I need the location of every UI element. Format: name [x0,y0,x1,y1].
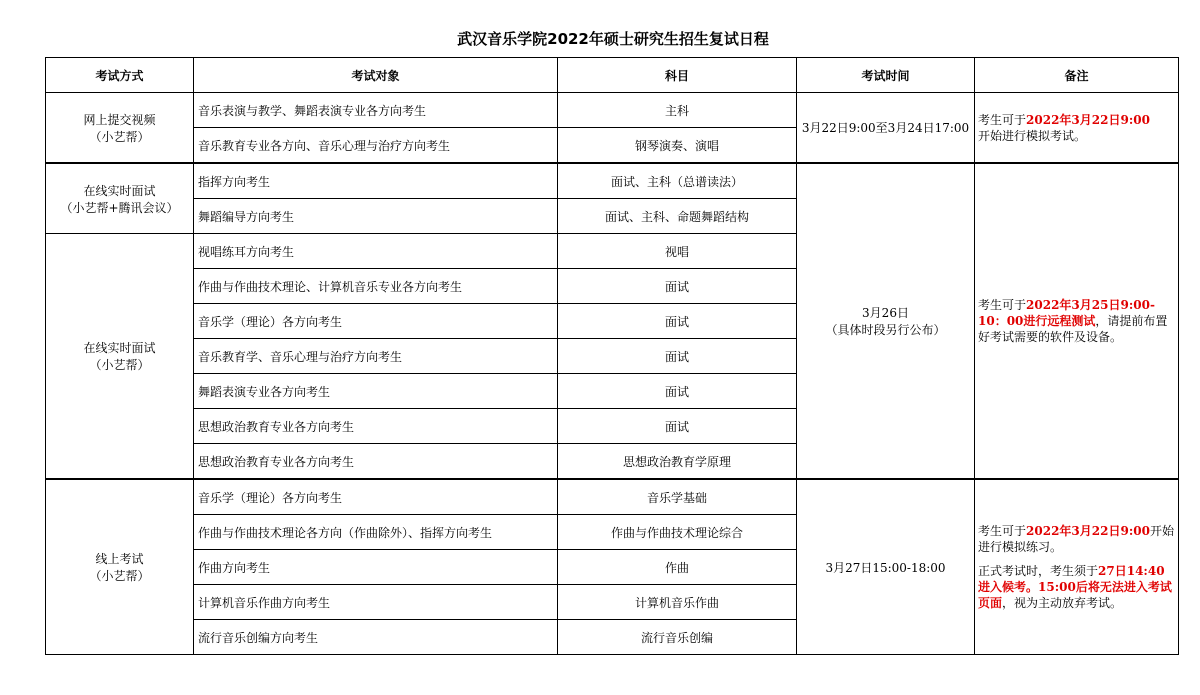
subject-cell: 面试、主科（总谱读法） [558,163,797,199]
subject-cell: 面试 [558,304,797,339]
mode-cell: 网上提交视频 （小艺帮） [46,93,194,164]
header-mode: 考试方式 [46,58,194,93]
subject-cell: 计算机音乐作曲 [558,585,797,620]
target-cell: 视唱练耳方向考生 [194,234,558,269]
mode-cell: 线上考试 （小艺帮） [46,479,194,655]
note-cell: 考生可于2022年3月25日9:00-10：00进行远程测试，请提前布置好考试需要的软件及设备。 [975,163,1179,479]
time-cell: 3月22日9:00至3月24日17:00 [797,93,975,164]
header-time: 考试时间 [797,58,975,93]
target-cell: 作曲与作曲技术理论、计算机音乐专业各方向考生 [194,269,558,304]
subject-cell: 面试 [558,374,797,409]
subject-cell: 面试 [558,269,797,304]
mode-cell: 在线实时面试 （小艺帮） [46,234,194,480]
subject-cell: 面试 [558,409,797,444]
table-row [46,479,1179,515]
target-cell: 音乐教育专业各方向、音乐心理与治疗方向考生 [194,128,558,164]
subject-cell: 作曲 [558,550,797,585]
target-cell: 音乐表演与教学、舞蹈表演专业各方向考生 [194,93,558,128]
target-cell: 音乐教育学、音乐心理与治疗方向考生 [194,339,558,374]
target-cell: 作曲方向考生 [194,550,558,585]
target-cell: 作曲与作曲技术理论各方向（作曲除外）、指挥方向考生 [194,515,558,550]
target-cell: 流行音乐创编方向考生 [194,620,558,655]
schedule-table [45,57,1179,655]
target-cell: 舞蹈表演专业各方向考生 [194,374,558,409]
target-cell: 指挥方向考生 [194,163,558,199]
time-cell: 3月26日 （具体时段另行公布） [797,163,975,479]
target-cell: 舞蹈编导方向考生 [194,199,558,234]
target-cell: 音乐学（理论）各方向考生 [194,479,558,515]
subject-cell: 主科 [558,93,797,128]
target-cell: 思想政治教育专业各方向考生 [194,409,558,444]
subject-cell: 视唱 [558,234,797,269]
subject-cell: 钢琴演奏、演唱 [558,128,797,164]
header-subject: 科目 [558,58,797,93]
header-target: 考试对象 [194,58,558,93]
subject-cell: 流行音乐创编 [558,620,797,655]
subject-cell: 作曲与作曲技术理论综合 [558,515,797,550]
subject-cell: 思想政治教育学原理 [558,444,797,480]
time-cell: 3月27日15:00-18:00 [797,479,975,655]
page-title: 武汉音乐学院2022年硕士研究生招生复试日程 [457,30,769,48]
target-cell: 计算机音乐作曲方向考生 [194,585,558,620]
subject-cell: 音乐学基础 [558,479,797,515]
subject-cell: 面试 [558,339,797,374]
header-note: 备注 [975,58,1179,93]
note-cell: 考生可于2022年3月22日9:00 开始进行模拟考试。 [975,93,1179,164]
target-cell: 思想政治教育专业各方向考生 [194,444,558,480]
subject-cell: 面试、主科、命题舞蹈结构 [558,199,797,234]
mode-cell: 在线实时面试 （小艺帮+腾讯会议） [46,163,194,234]
header-row [46,58,1179,93]
table-row [46,163,1179,199]
target-cell: 音乐学（理论）各方向考生 [194,304,558,339]
note-cell: 考生可于2022年3月22日9:00开始进行模拟练习。 正式考试时，考生须于27日14:40进入候考。15:00后将无法进入考试页面，视为主动放弃考试。 [975,479,1179,655]
table-row [46,93,1179,128]
